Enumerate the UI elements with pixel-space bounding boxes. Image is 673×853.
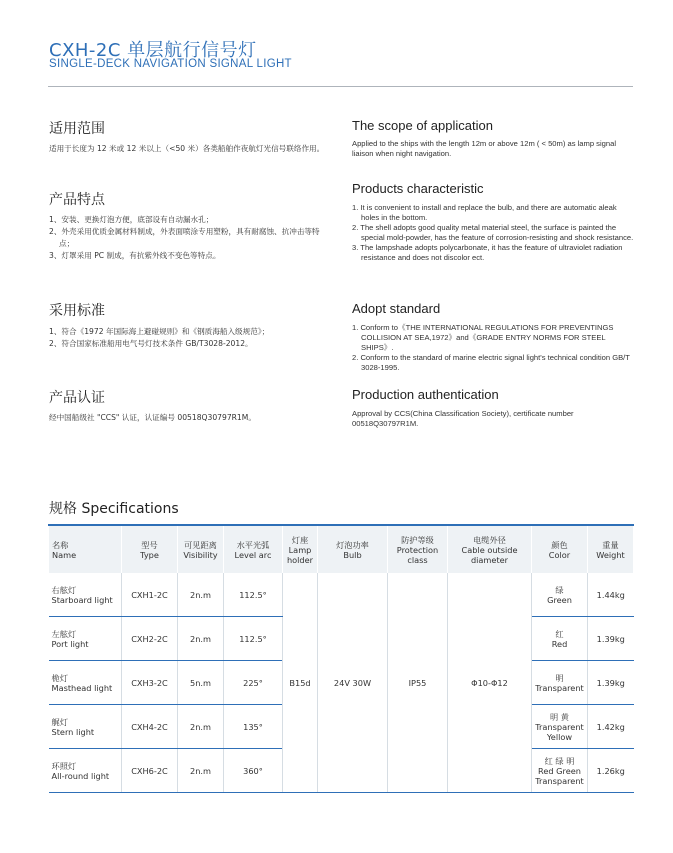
- cn-standard-list: [49, 326, 339, 350]
- en-feature-item: 3. The lampshade adopts polycarbonate, it has the feature of ultraviolet radiation resistance and does not discolor ect.: [352, 243, 623, 262]
- header-bulb: 灯泡功率 Bulb: [318, 525, 388, 573]
- cell-arc: 360°: [224, 749, 283, 793]
- cell-visibility: 5n.m: [178, 661, 224, 705]
- cell-lamp-holder: B15d: [283, 573, 318, 793]
- cell-name: 环照灯 All-round light: [49, 749, 122, 793]
- table-row: [49, 573, 634, 617]
- header-level-arc: 水平光弧 Level arc: [224, 525, 283, 573]
- page-subtitle: SINGLE-DECK NAVIGATION SIGNAL LIGHT: [49, 58, 292, 70]
- cell-weight: 1.42kg: [588, 705, 634, 749]
- cn-features-heading: 产品特点: [49, 192, 105, 208]
- cell-type: CXH1-2C: [122, 573, 178, 617]
- cell-weight: 1.44kg: [588, 573, 634, 617]
- cn-feature-item: 3、灯罩采用 PC 制成，有抗紫外线不变色等特点。: [49, 251, 221, 260]
- cell-weight: 1.39kg: [588, 617, 634, 661]
- en-auth-heading: Production authentication: [352, 387, 499, 402]
- cn-standard-item: 1、符合《1972 年国际海上避碰规则》和《钢质海船入级规范》；: [49, 327, 270, 336]
- cell-visibility: 2n.m: [178, 617, 224, 661]
- cell-color: 红 Red: [532, 617, 588, 661]
- cell-type: CXH3-2C: [122, 661, 178, 705]
- en-standard-item: 2. Conform to the standard of marine electric signal light's technical condition GB/T 3028-1995.: [352, 353, 630, 372]
- header-visibility: 可见距离 Visibility: [178, 525, 224, 573]
- header-color: 颜色 Color: [532, 525, 588, 573]
- spec-header-row: [49, 525, 634, 573]
- cell-type: CXH2-2C: [122, 617, 178, 661]
- cn-scope-text: 适用于长度为 12 米或 12 米以上（<50 米）各类船舶作夜航灯光信号联络作用。: [49, 144, 325, 153]
- cn-feature-item: 1、安装、更换灯泡方便，底部设有自动漏水孔；: [49, 215, 214, 224]
- cn-scope-heading: 适用范围: [49, 121, 105, 137]
- cell-arc: 135°: [224, 705, 283, 749]
- cell-protection: IP55: [388, 573, 448, 793]
- cell-type: CXH4-2C: [122, 705, 178, 749]
- en-standard-heading: Adopt standard: [352, 301, 441, 316]
- spec-table: [48, 524, 634, 793]
- cell-type: CXH6-2C: [122, 749, 178, 793]
- cell-visibility: 2n.m: [178, 705, 224, 749]
- cell-name: 艉灯 Stern light: [49, 705, 122, 749]
- header-weight: 重量 Weight: [588, 525, 634, 573]
- cn-auth-text: 经中国船级社 "CCS" 认证，认证编号 00518Q30797R1M。: [49, 413, 256, 422]
- cell-cable: Φ10-Φ12: [448, 573, 532, 793]
- cn-standard-heading: 采用标准: [49, 303, 105, 319]
- cell-name: 右舷灯 Starboard light: [49, 573, 122, 617]
- page-title: CXH-2C 单层航行信号灯: [49, 40, 257, 61]
- header-name: 名称 Name: [49, 525, 122, 573]
- cell-color: 明 黄 Transparent Yellow: [532, 705, 588, 749]
- en-scope-text: Applied to the ships with the length 12m or above 12m ( < 50m) as lamp signal liaison when night navigation.: [352, 139, 617, 158]
- cell-arc: 112.5°: [224, 617, 283, 661]
- cell-visibility: 2n.m: [178, 749, 224, 793]
- en-standard-list: [352, 323, 634, 373]
- cn-features-list: [49, 214, 334, 262]
- header-cable: 电缆外径 Cable outside diameter: [448, 525, 532, 573]
- en-standard-item: 1. Conform to《THE INTERNATIONAL REGULATIONS FOR PREVENTINGS COLLISION AT SEA,1972》and《GRADE ENTRY NORMS FOR STEEL SHIPS》.: [352, 323, 614, 352]
- cell-weight: 1.26kg: [588, 749, 634, 793]
- cell-color: 明 Transparent: [532, 661, 588, 705]
- cn-feature-item: 2、外壳采用优质金属材料制成，外表面喷涂专用塑粉，具有耐腐蚀、抗冲击等特点；: [49, 227, 320, 248]
- cell-visibility: 2n.m: [178, 573, 224, 617]
- en-scope-heading: The scope of application: [352, 118, 493, 133]
- cell-name: 左舷灯 Port light: [49, 617, 122, 661]
- cell-weight: 1.39kg: [588, 661, 634, 705]
- cell-arc: 225°: [224, 661, 283, 705]
- en-features-heading: Products characteristic: [352, 181, 484, 196]
- cell-name: 桅灯 Masthead light: [49, 661, 122, 705]
- cn-standard-item: 2、符合国家标准船用电气号灯技术条件 GB/T3028-2012。: [49, 339, 253, 348]
- en-feature-item: 1. It is convenient to install and replace the bulb, and there are automatic aleak holes in the bottom.: [352, 203, 617, 222]
- en-auth-text: Approval by CCS(China Classification Society), certificate number 00518Q30797R1M.: [352, 409, 574, 428]
- cell-bulb: 24V 30W: [318, 573, 388, 793]
- cell-arc: 112.5°: [224, 573, 283, 617]
- en-feature-item: 2. The shell adopts good quality metal material steel, the surface is painted the special mold-powder, has the feature of corrosion-resisting and shock resistance.: [352, 223, 634, 242]
- cell-color: 红 绿 明 Red Green Transparent: [532, 749, 588, 793]
- en-features-list: [352, 203, 634, 263]
- header-divider: [48, 86, 633, 87]
- cell-color: 绿 Green: [532, 573, 588, 617]
- header-lamp-holder: 灯座 Lamp holder: [283, 525, 318, 573]
- cn-auth-heading: 产品认证: [49, 390, 105, 406]
- spec-title: 规格 Specifications: [49, 501, 179, 517]
- header-type: 型号 Type: [122, 525, 178, 573]
- header-protection: 防护等级 Protection class: [388, 525, 448, 573]
